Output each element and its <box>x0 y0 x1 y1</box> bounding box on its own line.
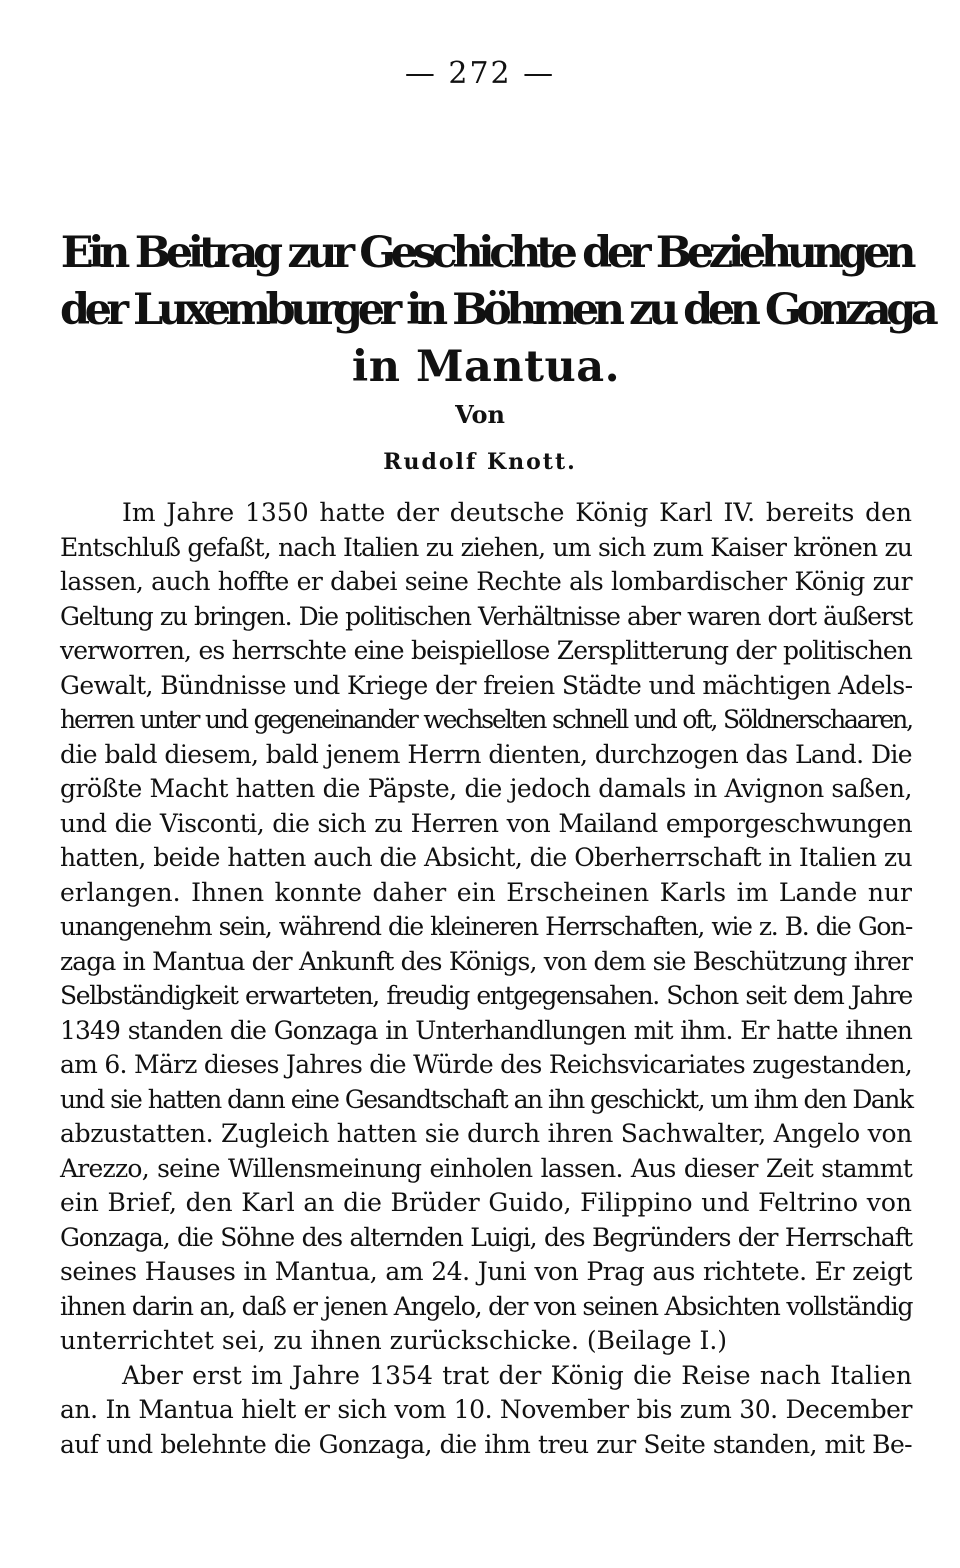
text-line: unterrichtet sei, zu ihnen zurückschicke. (Beilage I.) <box>60 1326 728 1355</box>
article-title <box>60 225 934 396</box>
text-line: an. In Mantua hielt er sich vom 10. November bis zum 30. December <box>60 1395 912 1424</box>
text-line: Geltung zu bringen. Die politischen Verhältnisse aber waren dort äußerst <box>60 601 912 631</box>
page-number: — 272 — <box>404 56 556 91</box>
text-line: Gonzaga, die Söhne des alternden Luigi, des Begründers der Herrschaft <box>60 1222 912 1252</box>
text-line: die bald diesem, bald jenem Herrn dienten, durchzogen das Land. Die <box>60 739 912 769</box>
title-line: in Mantua. <box>351 342 621 392</box>
text-line: Im Jahre 1350 hatte der deutsche König Karl IV. bereits den <box>122 498 912 527</box>
text-line: lassen, auch hoffte er dabei seine Rechte als lombardischer König zur <box>60 567 912 596</box>
text-line: herren unter und gegeneinander wechselten schnell und oft, Söldnerschaaren, <box>60 705 912 734</box>
text-line: am 6. März dieses Jahres die Würde des Reichsvicariates zugestanden, <box>60 1050 912 1079</box>
text-line: Gewalt, Bündnisse und Kriege der freien Städte und mächtigen Adels- <box>60 670 913 700</box>
text-line: ihnen darin an, daß er jenen Angelo, der von seinen Absichten vollständig <box>60 1291 913 1321</box>
text-line: ein Brief, den Karl an die Brüder Guido, Filippino und Feltrino von <box>60 1188 912 1217</box>
body-text <box>60 496 912 1462</box>
text-line: und sie hatten dann eine Gesandtschaft an ihn geschickt, um ihm den Dank <box>60 1084 913 1114</box>
author-name: Rudolf Knott. <box>383 449 577 475</box>
text-line: Selbständigkeit erwarteten, freudig entgegensahen. Schon seit dem Jahre <box>60 981 912 1010</box>
text-line: größte Macht hatten die Päpste, die jedoch damals in Avignon saßen, <box>60 774 912 803</box>
text-line: abzustatten. Zugleich hatten sie durch ihren Sachwalter, Angelo von <box>60 1119 912 1148</box>
text-line: 1349 standen die Gonzaga in Unterhandlungen mit ihm. Er hatte ihnen <box>60 1015 912 1045</box>
text-line: Entschluß gefaßt, nach Italien zu ziehen, um sich zum Kaiser krönen zu <box>60 532 912 562</box>
text-line: auf und belehnte die Gonzaga, die ihm treu zur Seite standen, mit Be- <box>60 1429 912 1459</box>
text-line: Aber erst im Jahre 1354 trat der König die Reise nach Italien <box>122 1360 912 1390</box>
byline-von: Von <box>455 400 505 429</box>
text-line: zaga in Mantua der Ankunft des Königs, von dem sie Beschützung ihrer <box>60 946 912 976</box>
text-line: erlangen. Ihnen konnte daher ein Erscheinen Karls im Lande nur <box>60 877 912 907</box>
title-line: Ein Beitrag zur Geschichte der Beziehungen <box>60 228 912 278</box>
text-line: seines Hauses in Mantua, am 24. Juni von Prag aus richtete. Er zeigt <box>60 1257 912 1286</box>
text-line: Arezzo, seine Willensmeinung einholen lassen. Aus dieser Zeit stammt <box>60 1153 912 1183</box>
text-line: unangenehm sein, während die kleineren Herrschaften, wie z. B. die Gon- <box>60 912 912 941</box>
text-line: und die Visconti, die sich zu Herren von Mailand emporgeschwungen <box>60 808 912 838</box>
title-line: der Luxemburger in Böhmen zu den Gonzaga <box>60 285 934 335</box>
text-line: verworren, es herrschte eine beispiellose Zersplitterung der politischen <box>60 636 912 665</box>
text-line: hatten, beide hatten auch die Absicht, die Oberherrschaft in Italien zu <box>60 843 912 872</box>
